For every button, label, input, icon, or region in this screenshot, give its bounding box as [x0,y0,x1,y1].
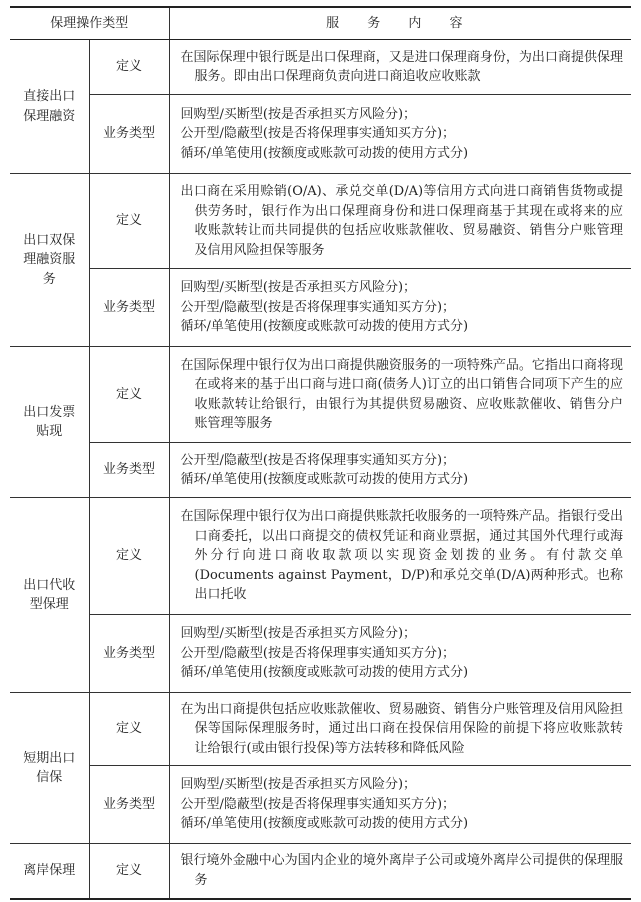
definition-text [169,844,631,899]
table-row [10,347,631,443]
category-cell: 出口代收型保理 [10,498,89,693]
definition-paragraph: 出口商在采用赊销(O/A)、承兑交单(D/A)等信用方式向进口商销售货物或提供劳务时，银行作为出口保理商身份和进口保理商基于其现在或将来的应收账款转让而共同提供的包括应收账款催收、贸易融资、销售分户账管理及信用风险担保等服务 [180,184,624,258]
table-row [10,174,631,269]
definition-paragraph: 在国际保理中银行仅为出口商提供账款托收服务的一项特殊产品。指银行受出口商委托，以出口商提交的债权凭证和商业票据，通过其国外代理行或海外分行向进口商收取款项以实现资金划拨的业务。有付款交单(Documents against Payment，D/P)和承兑交单(D/A)两种形式。也称出口托收 [180,509,624,603]
definition-text [169,347,631,443]
types-text [169,615,631,693]
type-item: 回购型/买断型(按是否承担买方风险分)； [180,626,417,642]
table-row [10,693,631,766]
definition-label: 定义 [89,174,169,269]
type-item: 循环/单笔使用(按额度或账款可动拨的使用方式分) [180,816,469,832]
definition-label: 定义 [89,693,169,766]
type-item: 公开型/隐蔽型(按是否将保理事实通知买方分)； [180,126,456,142]
definition-text [169,40,631,95]
type-item: 回购型/买断型(按是否承担买方风险分)； [180,280,417,296]
table-row [10,766,631,844]
types-label: 业务类型 [89,766,169,844]
header-type: 保理操作类型 [10,7,169,40]
definition-label: 定义 [89,347,169,443]
types-label: 业务类型 [89,443,169,498]
header-content [169,7,631,40]
definition-paragraph: 在国际保理中银行既是出口保理商，又是进口保理商身份，为出口商提供保理服务。即由出口保理商负责向进口商追收应收账款 [180,49,624,84]
types-text [169,443,631,498]
definition-paragraph: 在为出口商提供包括应收账款催收、贸易融资、销售分户账管理及信用风险担保等国际保理服务时，通过出口商在投保信用保险的前提下将应收账款转让给银行(或由银行投保)等方法转移和降低风险 [180,701,624,756]
definition-text [169,174,631,269]
definition-paragraph: 银行境外金融中心为国内企业的境外离岸子公司或境外离岸公司提供的保理服务 [180,853,624,888]
types-label: 业务类型 [89,95,169,174]
category-cell: 短期出口信保 [10,693,89,844]
table-row [10,95,631,174]
type-item: 公开型/隐蔽型(按是否将保理事实通知买方分)； [180,452,456,468]
header-content-label: 服 务 内 容 [326,15,475,31]
table-row [10,269,631,347]
definition-label: 定义 [89,844,169,899]
table-row [10,40,631,95]
type-item: 回购型/买断型(按是否承担买方风险分)； [180,106,417,122]
types-text [169,95,631,174]
type-item: 循环/单笔使用(按额度或账款可动拨的使用方式分) [180,472,469,487]
types-text [169,269,631,347]
factoring-types-table [10,6,631,900]
types-label: 业务类型 [89,615,169,693]
category-cell: 直接出口保理融资 [10,40,89,174]
type-item: 循环/单笔使用(按额度或账款可动拨的使用方式分) [180,145,469,161]
table-row [10,443,631,498]
definition-text [169,693,631,766]
type-item: 循环/单笔使用(按额度或账款可动拨的使用方式分) [180,665,469,681]
definition-label: 定义 [89,40,169,95]
definition-text [169,498,631,615]
category-cell: 离岸保理 [10,844,89,899]
types-label: 业务类型 [89,269,169,347]
table-row [10,615,631,693]
type-item: 公开型/隐蔽型(按是否将保理事实通知买方分)； [180,796,456,812]
category-cell: 出口发票贴现 [10,347,89,498]
table-row [10,844,631,899]
definition-label: 定义 [89,498,169,615]
header-row [10,7,631,40]
types-text [169,766,631,844]
definition-paragraph: 在国际保理中银行仅为出口商提供融资服务的一项特殊产品。它指出口商将现在或将来的基于出口商与进口商(债务人)订立的出口销售合同项下产生的应收账款转让给银行，由银行为其提供贸易融资、应收账款催收、销售分户账管理等服务 [180,357,624,431]
type-item: 回购型/买断型(按是否承担买方风险分)； [180,777,417,793]
type-item: 公开型/隐蔽型(按是否将保理事实通知买方分)； [180,299,456,315]
type-item: 公开型/隐蔽型(按是否将保理事实通知买方分)； [180,645,456,661]
category-cell: 出口双保理融资服务 [10,174,89,347]
type-item: 循环/单笔使用(按额度或账款可动拨的使用方式分) [180,319,469,335]
table-row [10,498,631,615]
